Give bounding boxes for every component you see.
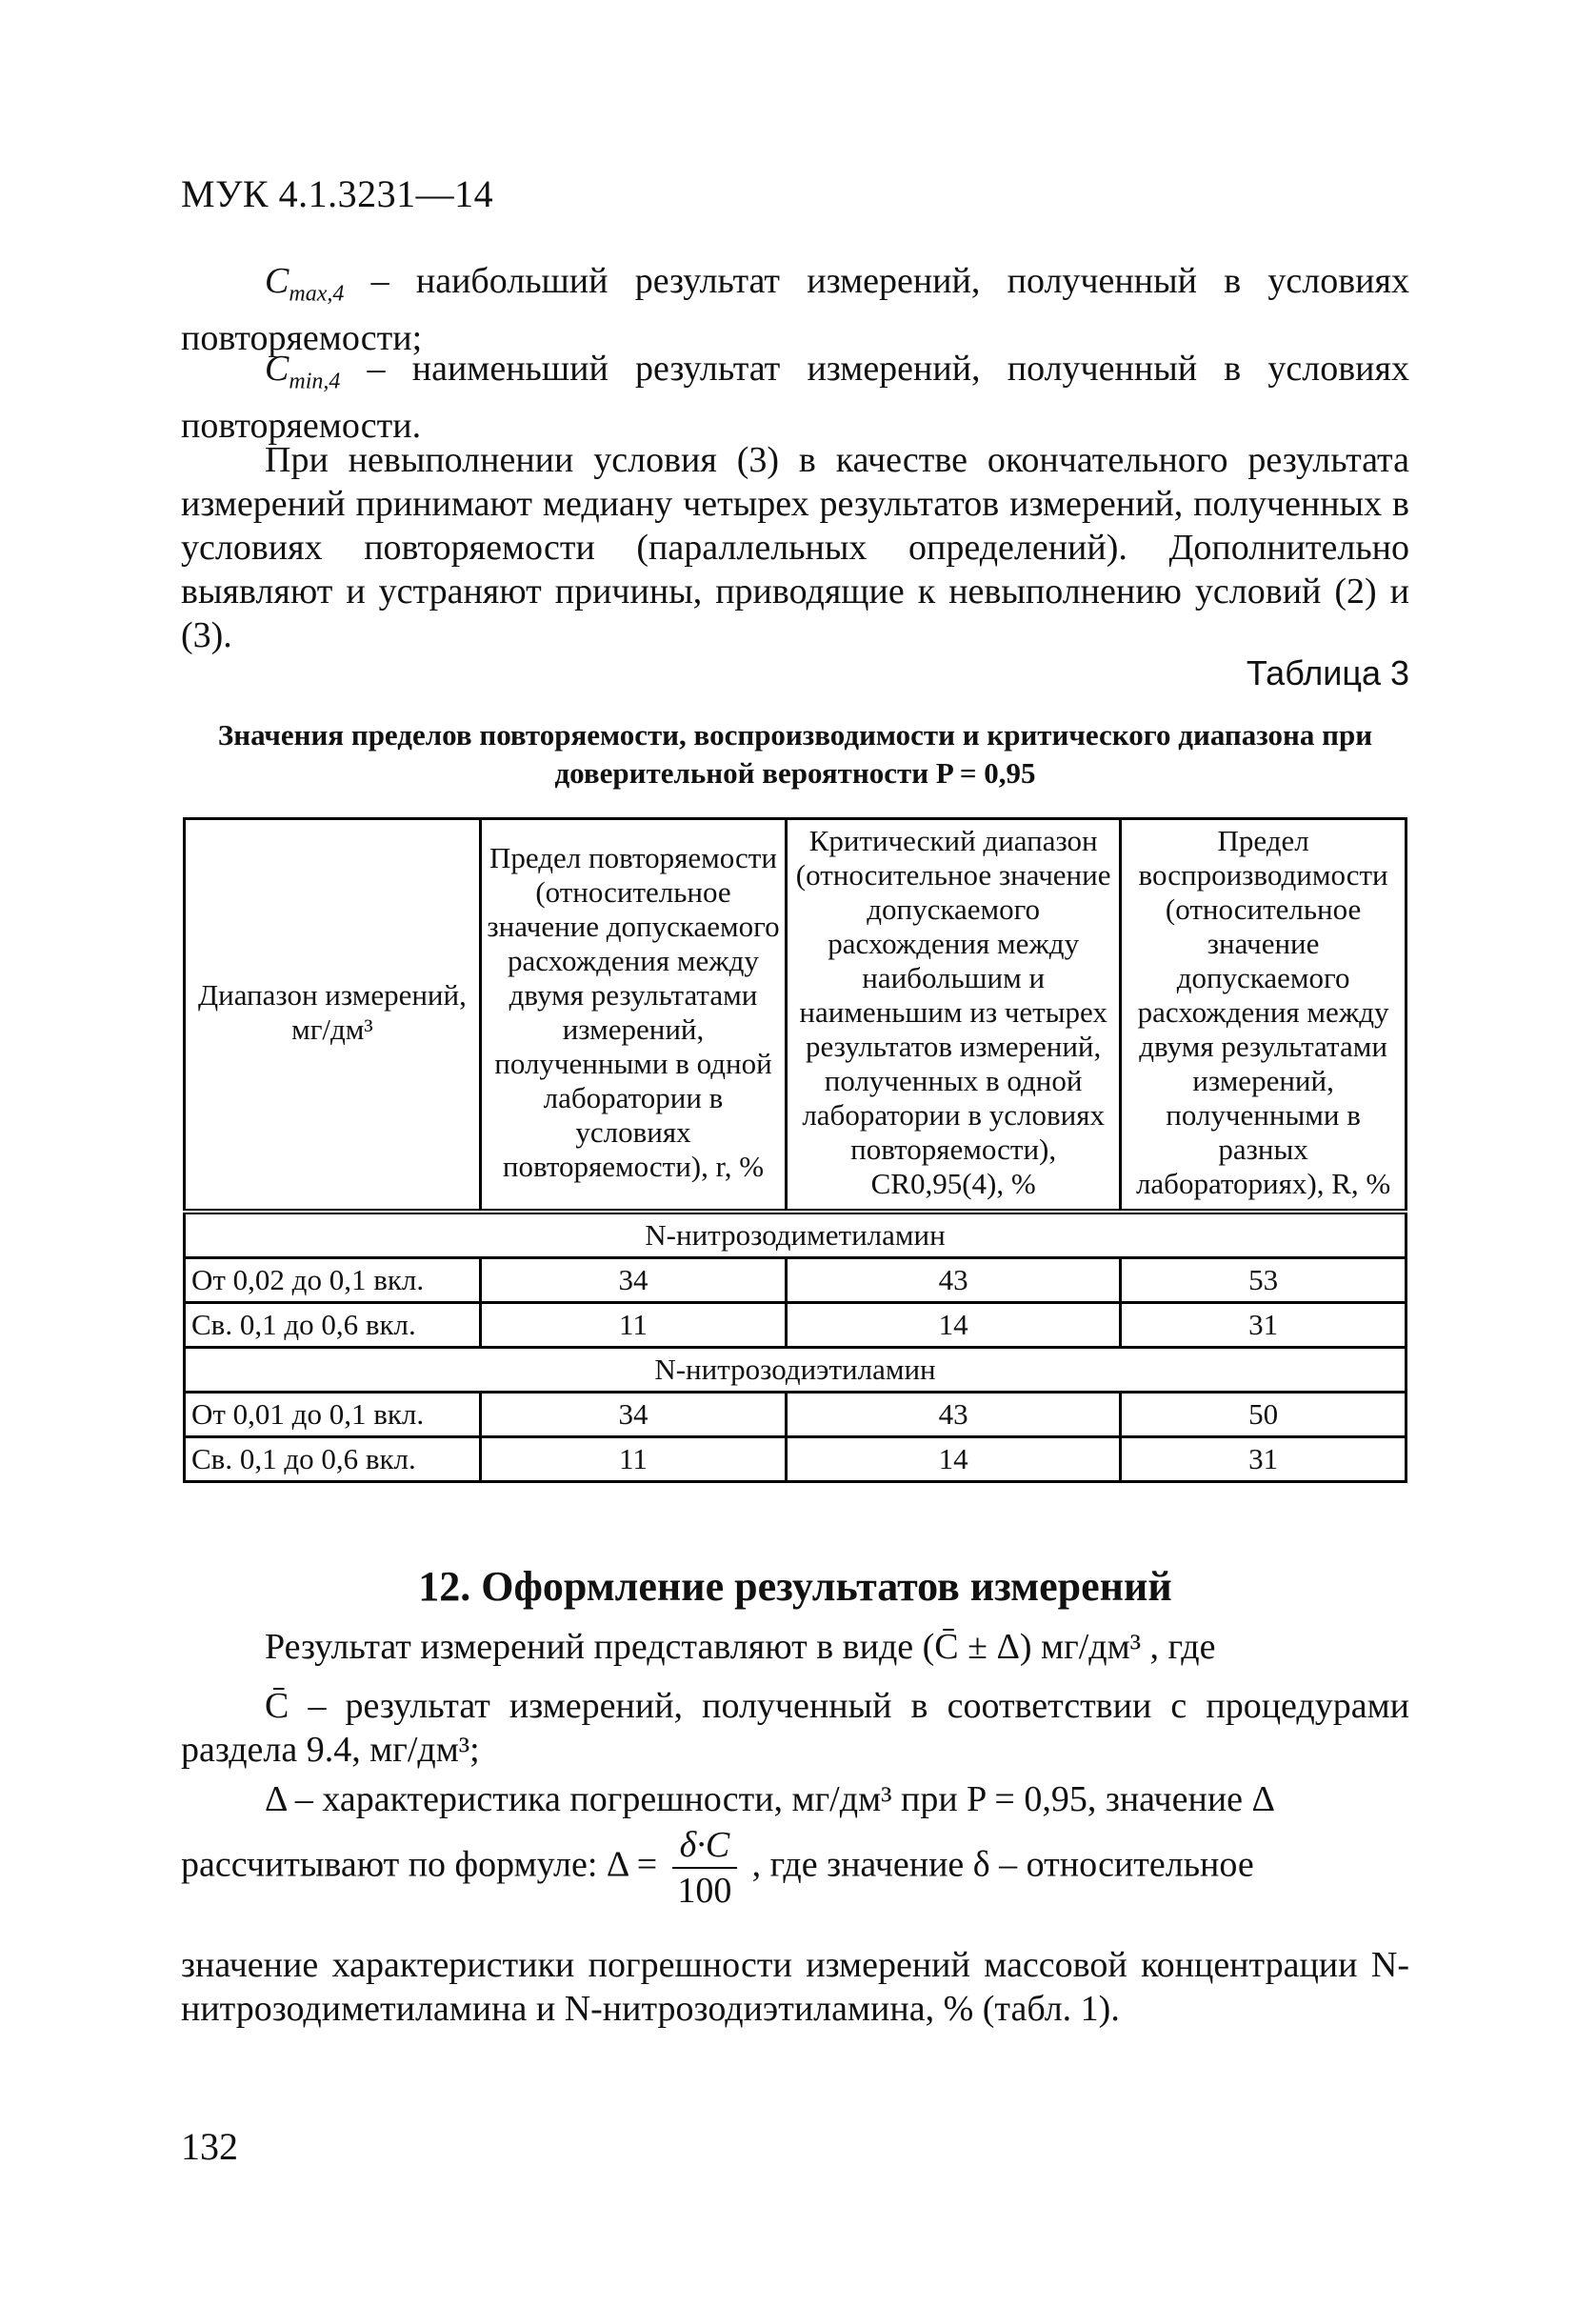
formula-denominator: 100 [677,1871,732,1911]
result-line: Результат измерений представляют в виде (C̄ ± Δ) мг/дм³ , где [265,1627,1216,1667]
definition-cmin-subscript: min,4 [289,369,341,394]
paragraph-median: При невыполнении условия (3) в качестве окончательного результата измерений принимают медиану четырех результатов измерений, полученных в условиях повторяемости (параллельных определений). Дополнительно выявляют и устраняют причины, приводящие к невыполнению условий (2) и (3). [181,440,1409,655]
limits-table [183,817,1407,1483]
definition-cmax-text: – наибольший результат измерений, полученный в условиях повторяемости; [181,261,1409,358]
cell-range: Св. 0,1 до 0,6 вкл. [185,1437,481,1482]
cell-cr: 14 [787,1437,1121,1482]
formula-suffix: , где значение δ – относительное [751,1844,1254,1885]
table-group-row [185,1212,1406,1258]
header-repeatability: Предел повторяемости (относительное значение допускаемого расхождения между двумя результатами измерений, полученными в одной лаборатории в условиях повторяемости), r, % [480,819,786,1213]
definition-cmin-symbol: C [265,349,289,389]
definition-cmax-symbol: C [265,261,289,301]
formula-fraction [672,1823,738,1913]
header-range: Диапазон измерений, мг/дм³ [185,819,481,1213]
cell-r: 34 [480,1258,786,1303]
cell-cr: 43 [787,1393,1121,1437]
cell-R: 50 [1121,1393,1406,1437]
table-row [185,1258,1406,1303]
table-row [185,1393,1406,1437]
cell-R: 31 [1121,1303,1406,1348]
table-row [185,1303,1406,1348]
cell-cr: 43 [787,1258,1121,1303]
document-code-header: МУК 4.1.3231—14 [181,172,494,215]
table-header-row [185,819,1406,1213]
cell-cr: 14 [787,1303,1121,1348]
cell-r: 34 [480,1393,786,1437]
cell-range: Св. 0,1 до 0,6 вкл. [185,1303,481,1348]
header-reproducibility: Предел воспроизводимости (относительное значение допускаемого расхождения между двумя результатами измерений, полученными в разных лабораториях), R, % [1121,819,1406,1213]
section-title: 12. Оформление результатов измерений [418,1563,1172,1610]
c-definition: C̄ – результат измерений, полученный в соответствии с процедурами раздела 9.4, мг/дм³; [181,1686,1409,1770]
formula-line [181,1823,1409,1913]
group-name: N-нитрозодиметиламин [185,1212,1406,1258]
cell-R: 31 [1121,1437,1406,1482]
delta-definition: Δ – характеристика погрешности, мг/дм³ при P = 0,95, значение Δ [265,1779,1275,1819]
final-paragraph: значение характеристики погрешности измерений массовой концентрации N-нитрозодиметиламина и N-нитрозодиэтиламина, % (табл. 1). [181,1945,1409,2029]
formula-prefix: рассчитывают по формуле: Δ = [181,1844,658,1885]
definition-cmin-text: – наименьший результат измерений, полученный в условиях повторяемости. [181,349,1409,446]
table-row [185,1437,1406,1482]
definition-cmax [181,259,1409,360]
table-group-row [185,1348,1406,1393]
cell-R: 53 [1121,1258,1406,1303]
definition-cmax-subscript: max,4 [289,281,345,307]
table-label: Таблица 3 [1246,653,1409,692]
header-critical-range: Критический диапазон (относительное значение допускаемого расхождения между наибольшим и наименьшим из четырех результатов измерений, полученных в одной лаборатории в условиях повторяемости), CR0,95(4), % [787,819,1121,1213]
cell-r: 11 [480,1437,786,1482]
definition-cmin [181,347,1409,448]
cell-range: От 0,01 до 0,1 вкл. [185,1393,481,1437]
table-title: Значения пределов повторяемости, воспроизводимости и критического диапазона при доверительной вероятности P = 0,95 [217,718,1373,790]
cell-r: 11 [480,1303,786,1348]
page-number: 132 [181,2125,238,2168]
cell-range: От 0,02 до 0,1 вкл. [185,1258,481,1303]
group-name: N-нитрозодиэтиламин [185,1348,1406,1393]
formula-numerator: δ·C [672,1823,738,1869]
